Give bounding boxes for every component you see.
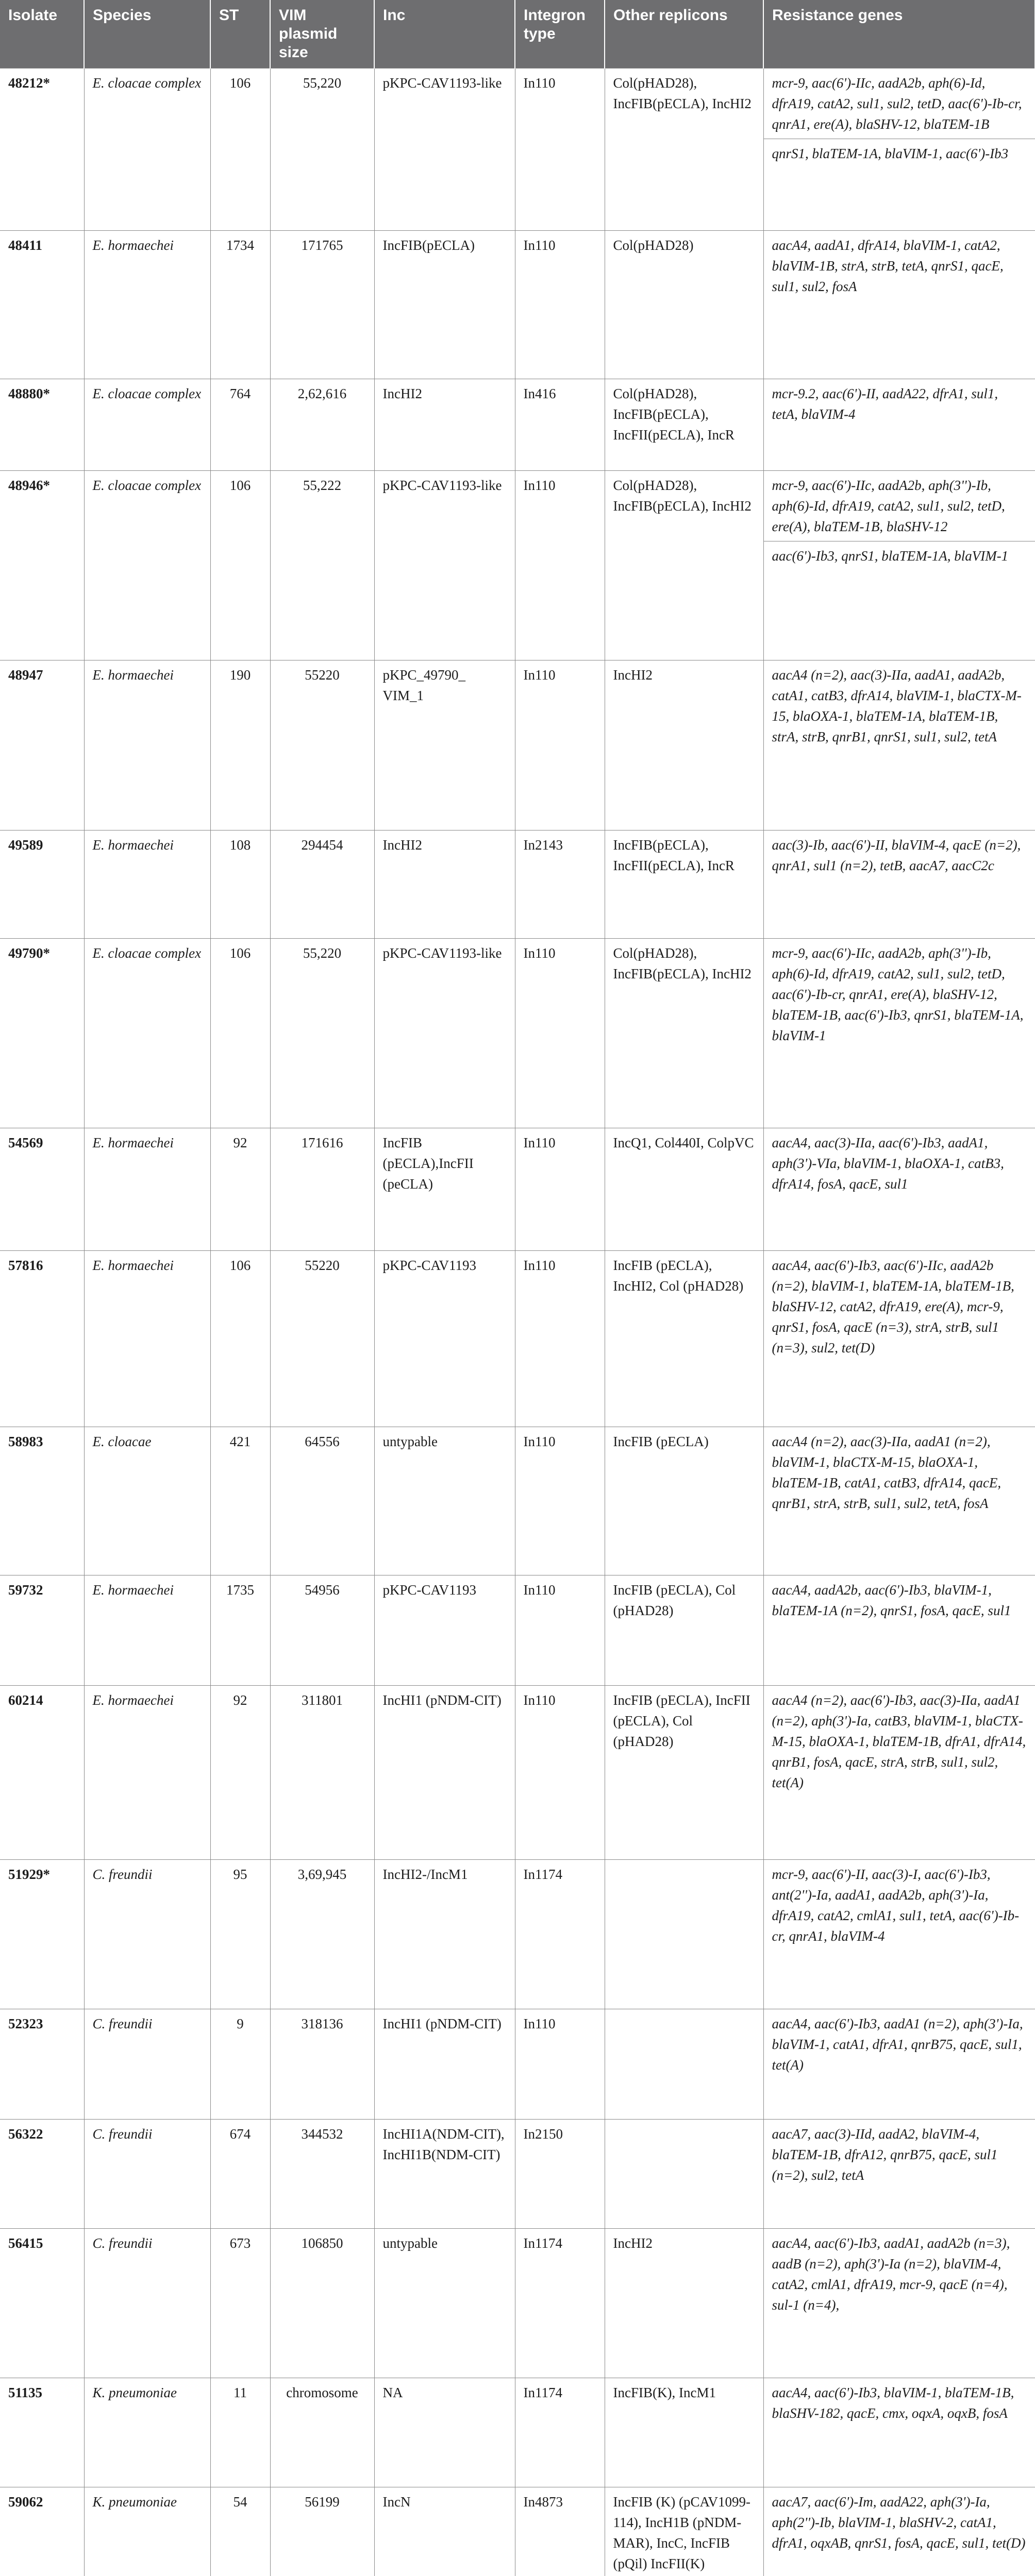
resistance-gene-list: aacA4 (n=2), aac(6')-Ib3, aac(3)-IIa, aadA1 (n=2), aph(3')-Ia, catB3, blaVIM-1, blaCTX-M-15, blaOXA-1, blaTEM-1B, dfrA1, dfrA14, qnrB1, fosA, qacE, strA, strB, sul1, sul2, tet(A) (772, 1692, 1026, 1790)
cell-species: C. freundii (84, 2229, 210, 2378)
cell-resistance-genes (763, 1128, 1035, 1251)
cell-plasmid-size: 55,220 (270, 939, 374, 1128)
cell-st: 106 (210, 471, 270, 660)
cell-other-replicons (605, 2009, 763, 2120)
cell-integron-type: In110 (515, 1575, 605, 1686)
table-row (0, 1860, 1035, 2009)
cell-plasmid-size: 64556 (270, 1427, 374, 1575)
cell-isolate: 49589 (0, 831, 84, 939)
cell-other-replicons: Col(pHAD28), IncFIB(pECLA), IncHI2 (605, 69, 763, 231)
table-row (0, 939, 1035, 1128)
cell-species: C. freundii (84, 2009, 210, 2120)
cell-st: 106 (210, 939, 270, 1128)
cell-species: E. cloacae complex (84, 379, 210, 471)
table-row (0, 2378, 1035, 2487)
header-resistance-genes: Resistance genes (763, 0, 1035, 69)
cell-other-replicons: IncFIB (K) (pCAV1099-114), IncH1B (pNDM-MAR), IncC, IncFIB (pQil) IncFII(K) (605, 2487, 763, 2576)
cell-isolate: 56415 (0, 2229, 84, 2378)
table-row (0, 2229, 1035, 2378)
cell-other-replicons: IncQ1, Col440I, ColpVC (605, 1128, 763, 1251)
cell-resistance-genes (763, 2120, 1035, 2229)
resistance-gene-list: aac(3)-Ib, aac(6')-II, blaVIM-4, qacE (n=2), qnrA1, sul1 (n=2), tetB, aacA7, aacC2c (772, 837, 1021, 873)
header-vim-plasmid-size: VIM plasmid size (270, 0, 374, 69)
table-row (0, 2009, 1035, 2120)
resistance-gene-list: aacA4, aac(6')-Ib3, aadA1 (n=2), aph(3')-Ia, blaVIM-1, catA1, dfrA1, qnrB75, qacE, sul1, tet(A) (772, 2016, 1023, 2073)
cell-other-replicons: IncHI2 (605, 2229, 763, 2378)
cell-plasmid-size: 55220 (270, 660, 374, 831)
table-row (0, 471, 1035, 660)
cell-integron-type: In1174 (515, 1860, 605, 2009)
resistance-gene-list: mcr-9, aac(6')-IIc, aadA2b, aph(3'')-Ib, aph(6)-Id, dfrA19, catA2, sul1, sul2, tetD, ere(A), blaTEM-1B, blaSHV-12 (772, 478, 1005, 534)
cell-inc: IncHI2 (374, 831, 515, 939)
cell-integron-type: In416 (515, 379, 605, 471)
cell-species: E. hormaechei (84, 660, 210, 831)
cell-inc: untypable (374, 1427, 515, 1575)
table-row (0, 660, 1035, 831)
cell-isolate: 51929* (0, 1860, 84, 2009)
cell-other-replicons: IncFIB(K), IncM1 (605, 2378, 763, 2487)
cell-integron-type: In110 (515, 69, 605, 231)
cell-species: K. pneumoniae (84, 2487, 210, 2576)
cell-isolate: 48880* (0, 379, 84, 471)
cell-other-replicons: IncFIB (pECLA), IncFII (pECLA), Col (pHAD28) (605, 1686, 763, 1860)
table-row (0, 69, 1035, 231)
cell-inc: IncFIB (pECLA),IncFII (peCLA) (374, 1128, 515, 1251)
cell-plasmid-size: 2,62,616 (270, 379, 374, 471)
cell-species: C. freundii (84, 1860, 210, 2009)
cell-other-replicons: IncFIB (pECLA) (605, 1427, 763, 1575)
cell-plasmid-size: 171765 (270, 231, 374, 379)
header-inc: Inc (374, 0, 515, 69)
cell-other-replicons (605, 2120, 763, 2229)
cell-isolate: 57816 (0, 1251, 84, 1427)
cell-inc: pKPC-CAV1193 (374, 1575, 515, 1686)
cell-other-replicons: IncHI2 (605, 660, 763, 831)
cell-species: C. freundii (84, 2120, 210, 2229)
cell-isolate: 52323 (0, 2009, 84, 2120)
cell-resistance-genes (763, 831, 1035, 939)
cell-resistance-genes (763, 1427, 1035, 1575)
cell-st: 11 (210, 2378, 270, 2487)
header-species: Species (84, 0, 210, 69)
cell-species: E. cloacae complex (84, 939, 210, 1128)
cell-integron-type: In2150 (515, 2120, 605, 2229)
table-row (0, 379, 1035, 471)
cell-plasmid-size: 344532 (270, 2120, 374, 2229)
table-body (0, 69, 1035, 2576)
header-st: ST (210, 0, 270, 69)
cell-inc: NA (374, 2378, 515, 2487)
cell-inc: IncFIB(pECLA) (374, 231, 515, 379)
cell-st: 92 (210, 1128, 270, 1251)
cell-other-replicons: IncFIB (pECLA), IncHI2, Col (pHAD28) (605, 1251, 763, 1427)
cell-st: 54 (210, 2487, 270, 2576)
cell-st: 764 (210, 379, 270, 471)
table-row (0, 2120, 1035, 2229)
cell-integron-type: In1174 (515, 2229, 605, 2378)
cell-plasmid-size: 55220 (270, 1251, 374, 1427)
cell-species: E. hormaechei (84, 231, 210, 379)
cell-species: E. hormaechei (84, 1686, 210, 1860)
cell-plasmid-size: 54956 (270, 1575, 374, 1686)
header-integron-type: Integron type (515, 0, 605, 69)
cell-plasmid-size: 55,220 (270, 69, 374, 231)
resistance-gene-list: aacA4, aadA1, dfrA14, blaVIM-1, catA2, blaVIM-1B, strA, strB, tetA, qnrS1, qacE, sul1, sul2, fosA (772, 238, 1004, 294)
cell-inc: IncHI2-/IncM1 (374, 1860, 515, 2009)
cell-plasmid-size: chromosome (270, 2378, 374, 2487)
cell-resistance-genes (763, 471, 1035, 660)
cell-isolate: 48212* (0, 69, 84, 231)
resistance-gene-list: aacA4 (n=2), aac(3)-IIa, aadA1, aadA2b, catA1, catB3, dfrA14, blaVIM-1, blaCTX-M-15, blaOXA-1, blaTEM-1A, blaTEM-1B, strA, strB, qnrB1, qnrS1, sul1, sul2, tetA (772, 667, 1022, 744)
cell-resistance-genes (763, 379, 1035, 471)
resistance-gene-list: aacA4, aac(6')-Ib3, aac(6')-IIc, aadA2b (n=2), blaVIM-1, blaTEM-1A, blaTEM-1B, blaSHV-12, catA2, dfrA19, ere(A), mcr-9, qnrS1, fosA, qacE (n=3), strA, strB, sul1 (n=3), sul2, tet(D) (772, 1258, 1014, 1355)
cell-st: 421 (210, 1427, 270, 1575)
cell-st: 106 (210, 69, 270, 231)
cell-plasmid-size: 294454 (270, 831, 374, 939)
table-row (0, 1251, 1035, 1427)
resistance-gene-list: aacA4 (n=2), aac(3)-IIa, aadA1 (n=2), blaVIM-1, blaCTX-M-15, blaOXA-1, blaTEM-1B, catA1, catB3, dfrA14, qacE, qnrB1, strA, strB, sul1, sul2, tetA, fosA (772, 1434, 1001, 1511)
cell-plasmid-size: 171616 (270, 1128, 374, 1251)
cell-resistance-genes (763, 231, 1035, 379)
cell-other-replicons: Col(pHAD28), IncFIB(pECLA), IncFII(pECLA), IncR (605, 379, 763, 471)
cell-integron-type: In110 (515, 1251, 605, 1427)
cell-species: E. hormaechei (84, 1128, 210, 1251)
cell-integron-type: In4873 (515, 2487, 605, 2576)
cell-isolate: 54569 (0, 1128, 84, 1251)
cell-isolate: 56322 (0, 2120, 84, 2229)
cell-isolate: 48411 (0, 231, 84, 379)
cell-other-replicons: Col(pHAD28), IncFIB(pECLA), IncHI2 (605, 939, 763, 1128)
cell-other-replicons: IncFIB(pECLA), IncFII(pECLA), IncR (605, 831, 763, 939)
header-other-replicons: Other replicons (605, 0, 763, 69)
cell-inc: pKPC-CAV1193-like (374, 69, 515, 231)
cell-inc: IncHI1 (pNDM-CIT) (374, 2009, 515, 2120)
cell-st: 1735 (210, 1575, 270, 1686)
cell-species: E. cloacae (84, 1427, 210, 1575)
cell-integron-type: In110 (515, 1686, 605, 1860)
resistance-gene-list: aac(6')-Ib3, qnrS1, blaTEM-1A, blaVIM-1 (764, 541, 1035, 570)
cell-inc: pKPC-CAV1193-like (374, 939, 515, 1128)
cell-resistance-genes (763, 1575, 1035, 1686)
cell-integron-type: In110 (515, 1128, 605, 1251)
table-row (0, 1427, 1035, 1575)
cell-inc: IncHI1 (pNDM-CIT) (374, 1686, 515, 1860)
cell-species: K. pneumoniae (84, 2378, 210, 2487)
cell-species: E. cloacae complex (84, 471, 210, 660)
resistance-gene-list: aacA4, aac(3)-IIa, aac(6')-Ib3, aadA1, aph(3')-VIa, blaVIM-1, blaOXA-1, catB3, dfrA14, fosA, qacE, sul1 (772, 1135, 1004, 1192)
cell-integron-type: In110 (515, 2009, 605, 2120)
cell-integron-type: In1174 (515, 2378, 605, 2487)
cell-st: 1734 (210, 231, 270, 379)
resistance-gene-list: aacA7, aac(3)-IId, aadA2, blaVIM-4, blaTEM-1B, dfrA12, qnrB75, qacE, sul1 (n=2), sul2, tetA (772, 2126, 998, 2183)
cell-st: 95 (210, 1860, 270, 2009)
cell-resistance-genes (763, 2009, 1035, 2120)
resistance-gene-list: mcr-9, aac(6')-II, aac(3)-I, aac(6')-Ib3, ant(2'')-Ia, aadA1, aadA2b, aph(3')-Ia, dfrA19, catA2, cmlA1, sul1, tetA, aac(6')-Ib-cr, qnrA1, blaVIM-4 (772, 1867, 1020, 1944)
cell-resistance-genes (763, 2487, 1035, 2576)
cell-resistance-genes (763, 2378, 1035, 2487)
cell-integron-type: In110 (515, 939, 605, 1128)
cell-species: E. hormaechei (84, 1251, 210, 1427)
cell-resistance-genes (763, 660, 1035, 831)
cell-plasmid-size: 56199 (270, 2487, 374, 2576)
cell-plasmid-size: 55,222 (270, 471, 374, 660)
table-row (0, 231, 1035, 379)
cell-resistance-genes (763, 1860, 1035, 2009)
cell-integron-type: In110 (515, 660, 605, 831)
table-row (0, 1575, 1035, 1686)
header-row (0, 0, 1035, 69)
cell-isolate: 60214 (0, 1686, 84, 1860)
cell-inc: pKPC_49790_ VIM_1 (374, 660, 515, 831)
resistance-gene-list: aacA4, aac(6')-Ib3, blaVIM-1, blaTEM-1B, blaSHV-182, qacE, cmx, oqxA, oqxB, fosA (772, 2385, 1014, 2421)
cell-st: 92 (210, 1686, 270, 1860)
cell-st: 108 (210, 831, 270, 939)
cell-inc: IncHI1A(NDM-CIT), IncHI1B(NDM-CIT) (374, 2120, 515, 2229)
cell-other-replicons: Col(pHAD28) (605, 231, 763, 379)
cell-integron-type: In110 (515, 1427, 605, 1575)
cell-species: E. cloacae complex (84, 69, 210, 231)
cell-resistance-genes (763, 1251, 1035, 1427)
cell-isolate: 49790* (0, 939, 84, 1128)
cell-resistance-genes (763, 1686, 1035, 1860)
table-row (0, 2487, 1035, 2576)
resistance-gene-list: mcr-9, aac(6')-IIc, aadA2b, aph(3'')-Ib, aph(6)-Id, dfrA19, catA2, sul1, sul2, tetD, aac(6')-Ib-cr, qnrA1, ere(A), blaSHV-12, blaTEM-1B, aac(6')-Ib3, qnrS1, blaTEM-1A, blaVIM-1 (772, 945, 1024, 1043)
cell-st: 190 (210, 660, 270, 831)
cell-resistance-genes (763, 939, 1035, 1128)
cell-st: 674 (210, 2120, 270, 2229)
cell-isolate: 59732 (0, 1575, 84, 1686)
cell-resistance-genes (763, 69, 1035, 231)
cell-st: 106 (210, 1251, 270, 1427)
cell-other-replicons: IncFIB (pECLA), Col (pHAD28) (605, 1575, 763, 1686)
cell-other-replicons (605, 1860, 763, 2009)
cell-inc: IncN (374, 2487, 515, 2576)
cell-isolate: 48947 (0, 660, 84, 831)
cell-isolate: 51135 (0, 2378, 84, 2487)
cell-plasmid-size: 311801 (270, 1686, 374, 1860)
cell-integron-type: In110 (515, 471, 605, 660)
resistance-gene-list: qnrS1, blaTEM-1A, blaVIM-1, aac(6')-Ib3 (764, 139, 1035, 168)
cell-inc: IncHI2 (374, 379, 515, 471)
cell-integron-type: In110 (515, 231, 605, 379)
cell-isolate: 58983 (0, 1427, 84, 1575)
resistance-gene-list: aacA4, aadA2b, aac(6')-Ib3, blaVIM-1, blaTEM-1A (n=2), qnrS1, fosA, qacE, sul1 (772, 1582, 1011, 1618)
cell-plasmid-size: 318136 (270, 2009, 374, 2120)
cell-inc: pKPC-CAV1193-like (374, 471, 515, 660)
header-isolate: Isolate (0, 0, 84, 69)
table-row (0, 1686, 1035, 1860)
cell-isolate: 48946* (0, 471, 84, 660)
resistance-gene-list: aacA4, aac(6')-Ib3, aadA1, aadA2b (n=3), aadB (n=2), aph(3')-Ia (n=2), blaVIM-4, catA2, cmlA1, dfrA19, mcr-9, qacE (n=4), sul-1 (n=4), (772, 2235, 1010, 2313)
resistance-gene-list: mcr-9, aac(6')-IIc, aadA2b, aph(6)-Id, dfrA19, catA2, sul1, sul2, tetD, aac(6')-Ib-cr, qnrA1, ere(A), blaSHV-12, blaTEM-1B (772, 75, 1022, 132)
cell-species: E. hormaechei (84, 1575, 210, 1686)
cell-st: 673 (210, 2229, 270, 2378)
cell-inc: untypable (374, 2229, 515, 2378)
resistance-gene-list: mcr-9.2, aac(6')-II, aadA22, dfrA1, sul1, tetA, blaVIM-4 (772, 386, 998, 422)
resistance-gene-list: aacA7, aac(6')-Im, aadA22, aph(3')-Ia, aph(2'')-Ib, blaVIM-1, blaSHV-2, catA1, dfrA1, oqxAB, qnrS1, fosA, qacE, sul1, tet(D) (772, 2494, 1026, 2551)
table-row (0, 831, 1035, 939)
cell-integron-type: In2143 (515, 831, 605, 939)
cell-species: E. hormaechei (84, 831, 210, 939)
table-row (0, 1128, 1035, 1251)
cell-other-replicons: Col(pHAD28), IncFIB(pECLA), IncHI2 (605, 471, 763, 660)
cell-inc: pKPC-CAV1193 (374, 1251, 515, 1427)
cell-resistance-genes (763, 2229, 1035, 2378)
cell-plasmid-size: 3,69,945 (270, 1860, 374, 2009)
cell-isolate: 59062 (0, 2487, 84, 2576)
cell-st: 9 (210, 2009, 270, 2120)
cell-plasmid-size: 106850 (270, 2229, 374, 2378)
